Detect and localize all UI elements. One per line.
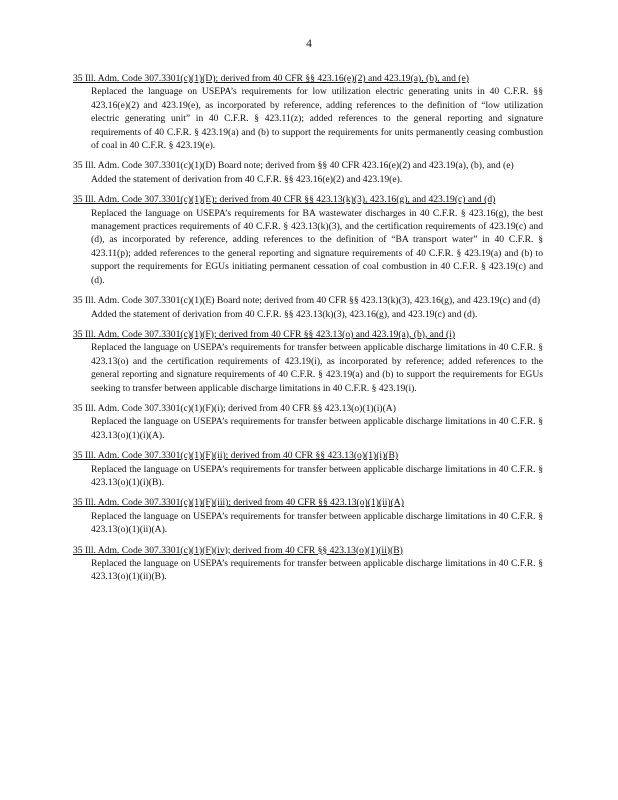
derivation-list — [73, 72, 543, 591]
entry-description: Replaced the language on USEPA’s requirements for transfer between applicable discharge limitations in 40 C.F.R. § 423.13(o) and the certification requirements of 423.19(i), as incorporated by reference; added references to the general reporting and signature requirements of 40 C.F.R. § 423.19(a) and (b) to support the requirements for EGUs seeking to transfer between applicable discharge limitations in 40 C.F.R. § 423.19(i). — [91, 342, 543, 394]
entry-description: Replaced the language on USEPA’s requirements for BA wastewater discharges in 40 C.F.R. § 423.16(g), the best management practices requirements of 40 C.F.R. § 423.13(k)(3), and the certification requirements of 423.19(c) and (d), as incorporated by reference, adding references to the definition of “BA transport water” in 40 C.F.R. § 423.11(p); added references to the general reporting and signature requirements of 40 C.F.R. § 423.19(a) and (b) to support the requirements for EGUs initiating permanent cessation of coal combustion in 40 C.F.R. § 423.19(c) and (d). — [91, 207, 543, 286]
entry-heading: 35 Ill. Adm. Code 307.3301(c)(1)(E); derived from 40 CFR §§ 423.13(k)(3), 423.16(g), and 423.19(c) and (d) — [73, 194, 496, 206]
entry-307-3301-c-1-F-iii — [73, 496, 543, 536]
entry-description: Added the statement of derivation from 40 C.F.R. §§ 423.13(k)(3), 423.16(g), and 423.19(c) and (d). — [91, 308, 478, 320]
entry-heading: 35 Ill. Adm. Code 307.3301(c)(1)(D) Board note; derived from §§ 40 CFR 423.16(e)(2) and 423.19(a), (b), and (e) — [73, 160, 514, 172]
entry-307-3301-c-1-F-i — [73, 402, 543, 442]
entry-heading: 35 Ill. Adm. Code 307.3301(c)(1)(F); derived from 40 CFR §§ 423.13(o) and 423.19(a), (b), and (i) — [73, 328, 456, 340]
entry-description: Added the statement of derivation from 40 C.F.R. §§ 423.16(e)(2) and 423.19(e). — [91, 173, 403, 185]
entry-307-3301-c-1-D — [73, 72, 543, 152]
entry-description: Replaced the language on USEPA’s requirements for transfer between applicable discharge limitations in 40 C.F.R. § 423.13(o)(1)(ii)(A). — [91, 510, 543, 536]
entry-307-3301-c-1-F-ii — [73, 449, 543, 489]
entry-description: Replaced the language on USEPA’s requirements for transfer between applicable discharge limitations in 40 C.F.R. § 423.13(o)(1)(i)(A). — [91, 416, 543, 441]
entry-description: Replaced the language on USEPA’s requirements for transfer between applicable discharge limitations in 40 C.F.R. § 423.13(o)(1)(ii)(B). — [91, 558, 543, 583]
entry-heading: 35 Ill. Adm. Code 307.3301(c)(1)(D); derived from 40 CFR §§ 423.16(e)(2) and 423.19(a), (b), and (e) — [73, 73, 469, 84]
page-number: 4 — [306, 38, 312, 50]
entry-heading: 35 Ill. Adm. Code 307.3301(c)(1)(F)(ii); derived from 40 CFR §§ 423.13(o)(1)(i)(B) — [73, 450, 399, 462]
entry-description: Replaced the language on USEPA’s requirements for low utilization electric generating units in 40 C.F.R. §§ 423.16(e)(2) and 423.19(e), as incorporated by reference, adding references to the definition of “low utilization electric generating unit” in 40 C.F.R. § 423.11(z); added references to the general reporting and signature requirements of 40 C.F.R. § 423.19(a) and (b) to support the requirements for units permanently ceasing combustion of coal in 40 C.F.R. § 423.19(e). — [91, 86, 543, 152]
entry-307-3301-c-1-D-board-note — [73, 159, 543, 186]
entry-307-3301-c-1-F-iv — [73, 544, 543, 584]
entry-description: Replaced the language on USEPA’s requirements for transfer between applicable discharge limitations in 40 C.F.R. § 423.13(o)(1)(i)(B). — [91, 463, 543, 488]
entry-307-3301-c-1-E — [73, 193, 543, 287]
entry-307-3301-c-1-F — [73, 328, 543, 395]
entry-heading: 35 Ill. Adm. Code 307.3301(c)(1)(F)(iv); derived from 40 CFR §§ 423.13(o)(1)(ii)(B) — [73, 544, 403, 556]
entry-heading: 35 Ill. Adm. Code 307.3301(c)(1)(E) Board note; derived from 40 CFR §§ 423.13(k)(3), 423.16(g), and 423.19(c) and (d) — [73, 295, 541, 307]
entry-307-3301-c-1-E-board-note — [73, 294, 543, 321]
entry-heading: 35 Ill. Adm. Code 307.3301(c)(1)(F)(i); derived from 40 CFR §§ 423.13(o)(1)(i)(A) — [73, 402, 396, 414]
entry-heading: 35 Ill. Adm. Code 307.3301(c)(1)(F)(iii); derived from 40 CFR §§ 423.13(o)(1)(ii)(A) — [73, 497, 404, 509]
